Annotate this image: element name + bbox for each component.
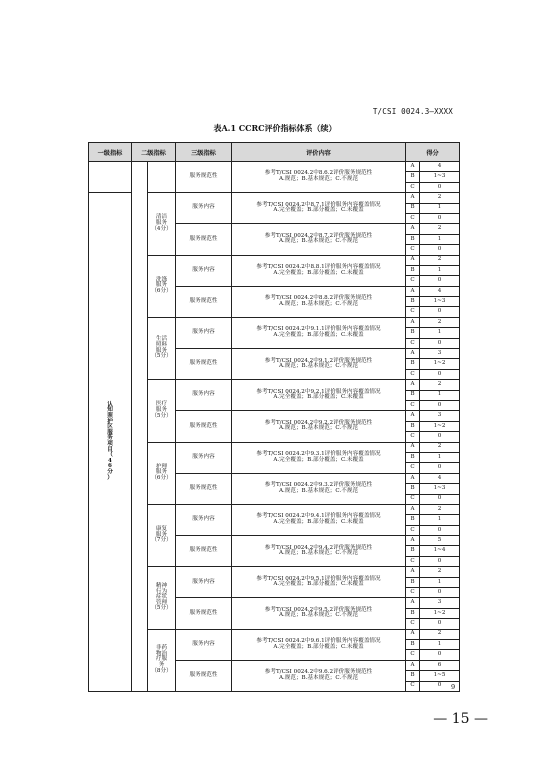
grade-cell: A [406,629,420,639]
grade-cell: A [406,380,420,390]
grade-cell: B [406,359,420,369]
score-cell: 1~4 [420,546,460,556]
score-cell: 1~3 [420,172,460,182]
table-header-row [89,143,460,162]
grade-cell: B [406,608,420,618]
grade-cell: A [406,224,420,234]
grade-cell: A [406,536,420,546]
content-reference: 参考T/CSI 0024.2中9.1.2评价服务规范性 [264,357,373,364]
score-cell: 2 [420,629,460,639]
grade-cell: B [406,297,420,307]
grade-cell: B [406,328,420,338]
content-cell [232,473,406,504]
content-reference: 参考T/CSI 0024.2中9.2.1评价服务内容覆盖情况 [256,388,381,395]
level3-cell: 服务内容 [176,193,232,224]
score-cell: 4 [420,162,460,172]
content-reference: 参考T/CSI 0024.2中9.4.2评价服务规范性 [264,544,373,551]
score-cell: 4 [420,473,460,483]
content-options: A.规范；B.基本规范；C.不规范 [278,550,359,557]
content-cell [232,504,406,535]
page-number-large-text: — 15 — [433,711,488,727]
grade-cell: A [406,193,420,203]
grade-cell: C [406,525,420,535]
grade-cell: C [406,307,420,317]
level2-cell [148,162,176,193]
content-cell [232,349,406,380]
score-cell: 1~2 [420,421,460,431]
level3-cell: 服务内容 [176,317,232,348]
grade-cell: C [406,494,420,504]
score-cell: 1 [420,577,460,587]
score-cell: 1 [420,234,460,244]
grade-cell: A [406,504,420,514]
score-cell: 0 [420,276,460,286]
content-reference: 参考T/CSI 0024.2中8.7.1评价服务内容覆盖情况 [256,201,381,208]
grade-cell: C [406,338,420,348]
grade-cell: C [406,182,420,192]
table-body [89,162,460,692]
grade-cell: A [406,411,420,421]
level3-cell: 服务内容 [176,442,232,473]
grade-cell: B [406,452,420,462]
score-cell: 0 [420,588,460,598]
score-cell: 0 [420,213,460,223]
level3-cell: 服务规范性 [176,411,232,442]
grade-cell: B [406,484,420,494]
grade-cell: A [406,442,420,452]
content-options: A.完全覆盖；B.部分覆盖；C.未覆盖 [273,518,364,525]
content-options: A.规范；B.基本规范；C.不规范 [278,176,359,183]
grade-cell: C [406,556,420,566]
score-cell: 0 [420,494,460,504]
grade-cell: C [406,619,420,629]
table-title: 表A.1 CCRC评价指标体系（续） [213,123,337,133]
level3-cell: 服务规范性 [176,473,232,504]
score-cell: 2 [420,193,460,203]
score-cell: 0 [420,463,460,473]
score-cell: 2 [420,224,460,234]
score-cell: 3 [420,598,460,608]
level3-cell: 服务规范性 [176,224,232,255]
grade-cell: C [406,400,420,410]
content-options: A.规范；B.基本规范；C.不规范 [278,674,359,681]
level3-cell: 服务规范性 [176,162,232,193]
grade-cell: C [406,369,420,379]
grade-cell: A [406,349,420,359]
col-header-content: 评价内容 [232,143,406,162]
content-options: A.完全覆盖；B.部分覆盖；C.未覆盖 [273,394,364,401]
level2-cell: 医疗 服务 （5分） [148,380,176,442]
score-cell: 1~3 [420,484,460,494]
level3-cell: 服务内容 [176,504,232,535]
content-cell [232,380,406,411]
level3-cell: 服务规范性 [176,349,232,380]
document-code: T/CSI 0024.3—XXXX [372,107,453,116]
score-cell: 0 [420,619,460,629]
content-options: A.完全覆盖；B.部分覆盖；C.未覆盖 [273,331,364,338]
grade-cell: A [406,162,420,172]
score-cell: 2 [420,567,460,577]
score-cell: 0 [420,245,460,255]
content-cell [232,162,406,193]
level2-cell: 洗涤 服务 （6分） [148,255,176,317]
content-reference: 参考T/CSI 0024.2中9.4.1评价服务内容覆盖情况 [256,513,381,520]
grade-cell: B [406,546,420,556]
grade-cell: B [406,390,420,400]
score-cell: 1~2 [420,608,460,618]
content-cell [232,660,406,691]
content-options: A.完全覆盖；B.部分覆盖；C.未覆盖 [273,581,364,588]
grade-cell: B [406,639,420,649]
score-cell: 0 [420,556,460,566]
grade-cell: A [406,660,420,670]
level3-cell: 服务规范性 [176,598,232,629]
content-options: A.规范；B.基本规范；C.不规范 [278,612,359,619]
grade-cell: C [406,432,420,442]
level2-cell: 生活 照料 服务 （5分） [148,317,176,379]
grade-cell: A [406,567,420,577]
level3-cell: 服务内容 [176,567,232,598]
content-cell [232,317,406,348]
score-cell: 4 [420,286,460,296]
level2-cell: 护理 服务 （6分） [148,442,176,504]
content-reference: 参考T/CSI 0024.2中9.6.1评价服务内容覆盖情况 [256,638,381,645]
content-reference: 参考T/CSI 0024.2中9.3.1评价服务内容覆盖情况 [256,451,381,458]
content-reference: 参考T/CSI 0024.2中8.8.2评价服务规范性 [264,295,373,302]
score-cell: 2 [420,504,460,514]
score-cell: 1 [420,452,460,462]
content-cell [232,567,406,598]
score-cell: 5 [420,536,460,546]
table-row [89,162,460,172]
level3-cell: 服务内容 [176,629,232,660]
score-cell: 1 [420,203,460,213]
grade-cell: B [406,265,420,275]
score-cell: 1 [420,515,460,525]
content-options: A.完全覆盖；B.部分覆盖；C.未覆盖 [273,456,364,463]
col-header-score: 得分 [406,143,460,162]
grade-cell: C [406,245,420,255]
grade-cell: B [406,515,420,525]
grade-cell: C [406,276,420,286]
grade-cell: A [406,317,420,327]
level2-cell: 康复 服务 （7分） [148,504,176,566]
content-reference: 参考T/CSI 0024.2中8.8.1评价服务内容覆盖情况 [256,264,381,270]
content-cell [232,442,406,473]
score-cell: 2 [420,255,460,265]
score-cell: 1~3 [420,297,460,307]
content-options: A.规范；B.基本规范；C.不规范 [278,363,359,370]
score-cell: 0 [420,525,460,535]
score-cell: 0 [420,681,460,691]
score-cell: 3 [420,411,460,421]
content-reference: 参考T/CSI 0024.2中8.7.2评价服务规范性 [264,232,373,239]
score-cell: 6 [420,660,460,670]
content-reference: 参考T/CSI 0024.2中8.6.2评价服务规范性 [264,170,373,177]
level3-cell: 服务规范性 [176,536,232,567]
score-cell: 3 [420,349,460,359]
content-cell [232,286,406,317]
score-cell: 1 [420,390,460,400]
content-reference: 参考T/CSI 0024.2中9.2.2评价服务规范性 [264,419,373,426]
score-cell: 0 [420,338,460,348]
score-cell: 0 [420,307,460,317]
grade-cell: C [406,650,420,660]
score-cell: 2 [420,317,460,327]
content-cell [232,629,406,660]
level2-blank-column [132,162,148,692]
content-cell [232,411,406,442]
level3-cell: 服务内容 [176,255,232,286]
score-cell: 2 [420,442,460,452]
score-cell: 0 [420,400,460,410]
level1-blank-cell [89,162,132,193]
score-cell: 1 [420,265,460,275]
level2-cell: 非药 物治 疗服 务 （8分） [148,629,176,691]
grade-cell: B [406,234,420,244]
grade-cell: C [406,681,420,691]
score-cell: 0 [420,432,460,442]
score-cell: 1 [420,328,460,338]
score-cell: 2 [420,380,460,390]
score-cell: 1 [420,639,460,649]
score-cell: 0 [420,182,460,192]
grade-cell: B [406,421,420,431]
content-reference: 参考T/CSI 0024.2中9.1.1评价服务内容覆盖情况 [256,326,381,333]
content-cell [232,193,406,224]
grade-cell: A [406,473,420,483]
content-cell [232,536,406,567]
grade-cell: C [406,463,420,473]
content-cell [232,255,406,286]
content-options: A.完全覆盖；B.部分覆盖；C.未覆盖 [273,643,364,650]
level3-cell: 服务内容 [176,380,232,411]
content-reference: 参考T/CSI 0024.2中9.5.2评价服务规范性 [264,606,373,613]
grade-cell: C [406,213,420,223]
grade-cell: A [406,255,420,265]
score-cell: 1~2 [420,359,460,369]
score-cell: 0 [420,369,460,379]
content-options: A.完全覆盖；B.部分覆盖；C.未覆盖 [273,269,364,276]
col-header-level2: 二级指标 [132,143,176,162]
col-header-level1: 一级指标 [89,143,132,162]
grade-cell: C [406,588,420,598]
score-cell: 0 [420,650,460,660]
grade-cell: A [406,598,420,608]
score-cell: 1~5 [420,671,460,681]
page-number-small: 9 [451,683,456,691]
content-options: A.规范；B.基本规范；C.不规范 [278,487,359,494]
grade-cell: B [406,172,420,182]
grade-cell: B [406,203,420,213]
content-options: A.规范；B.基本规范；C.不规范 [278,300,359,307]
content-reference: 参考T/CSI 0024.2中9.3.2评价服务规范性 [264,482,373,489]
content-cell [232,224,406,255]
level1-cell: 认 知 照 护 区 服 务 项 目 （ 4 6 分 ） [89,193,132,692]
content-reference: 参考T/CSI 0024.2中9.6.2评价服务规范性 [264,669,373,676]
grade-cell: B [406,577,420,587]
content-cell [232,598,406,629]
grade-cell: B [406,671,420,681]
content-options: A.完全覆盖；B.部分覆盖；C.未覆盖 [273,207,364,214]
level3-cell: 服务规范性 [176,286,232,317]
content-options: A.规范；B.基本规范；C.不规范 [278,238,359,245]
content-reference: 参考T/CSI 0024.2中9.5.1评价服务内容覆盖情况 [256,575,381,582]
evaluation-table [88,142,460,692]
level2-cell: 清洁 服务 （4分） [148,193,176,255]
content-options: A.规范；B.基本规范；C.不规范 [278,425,359,432]
level2-cell: 精神 行为 症状 管理 （5分） [148,567,176,629]
col-header-level3: 三级指标 [176,143,232,162]
level3-cell: 服务规范性 [176,660,232,691]
grade-cell: A [406,286,420,296]
